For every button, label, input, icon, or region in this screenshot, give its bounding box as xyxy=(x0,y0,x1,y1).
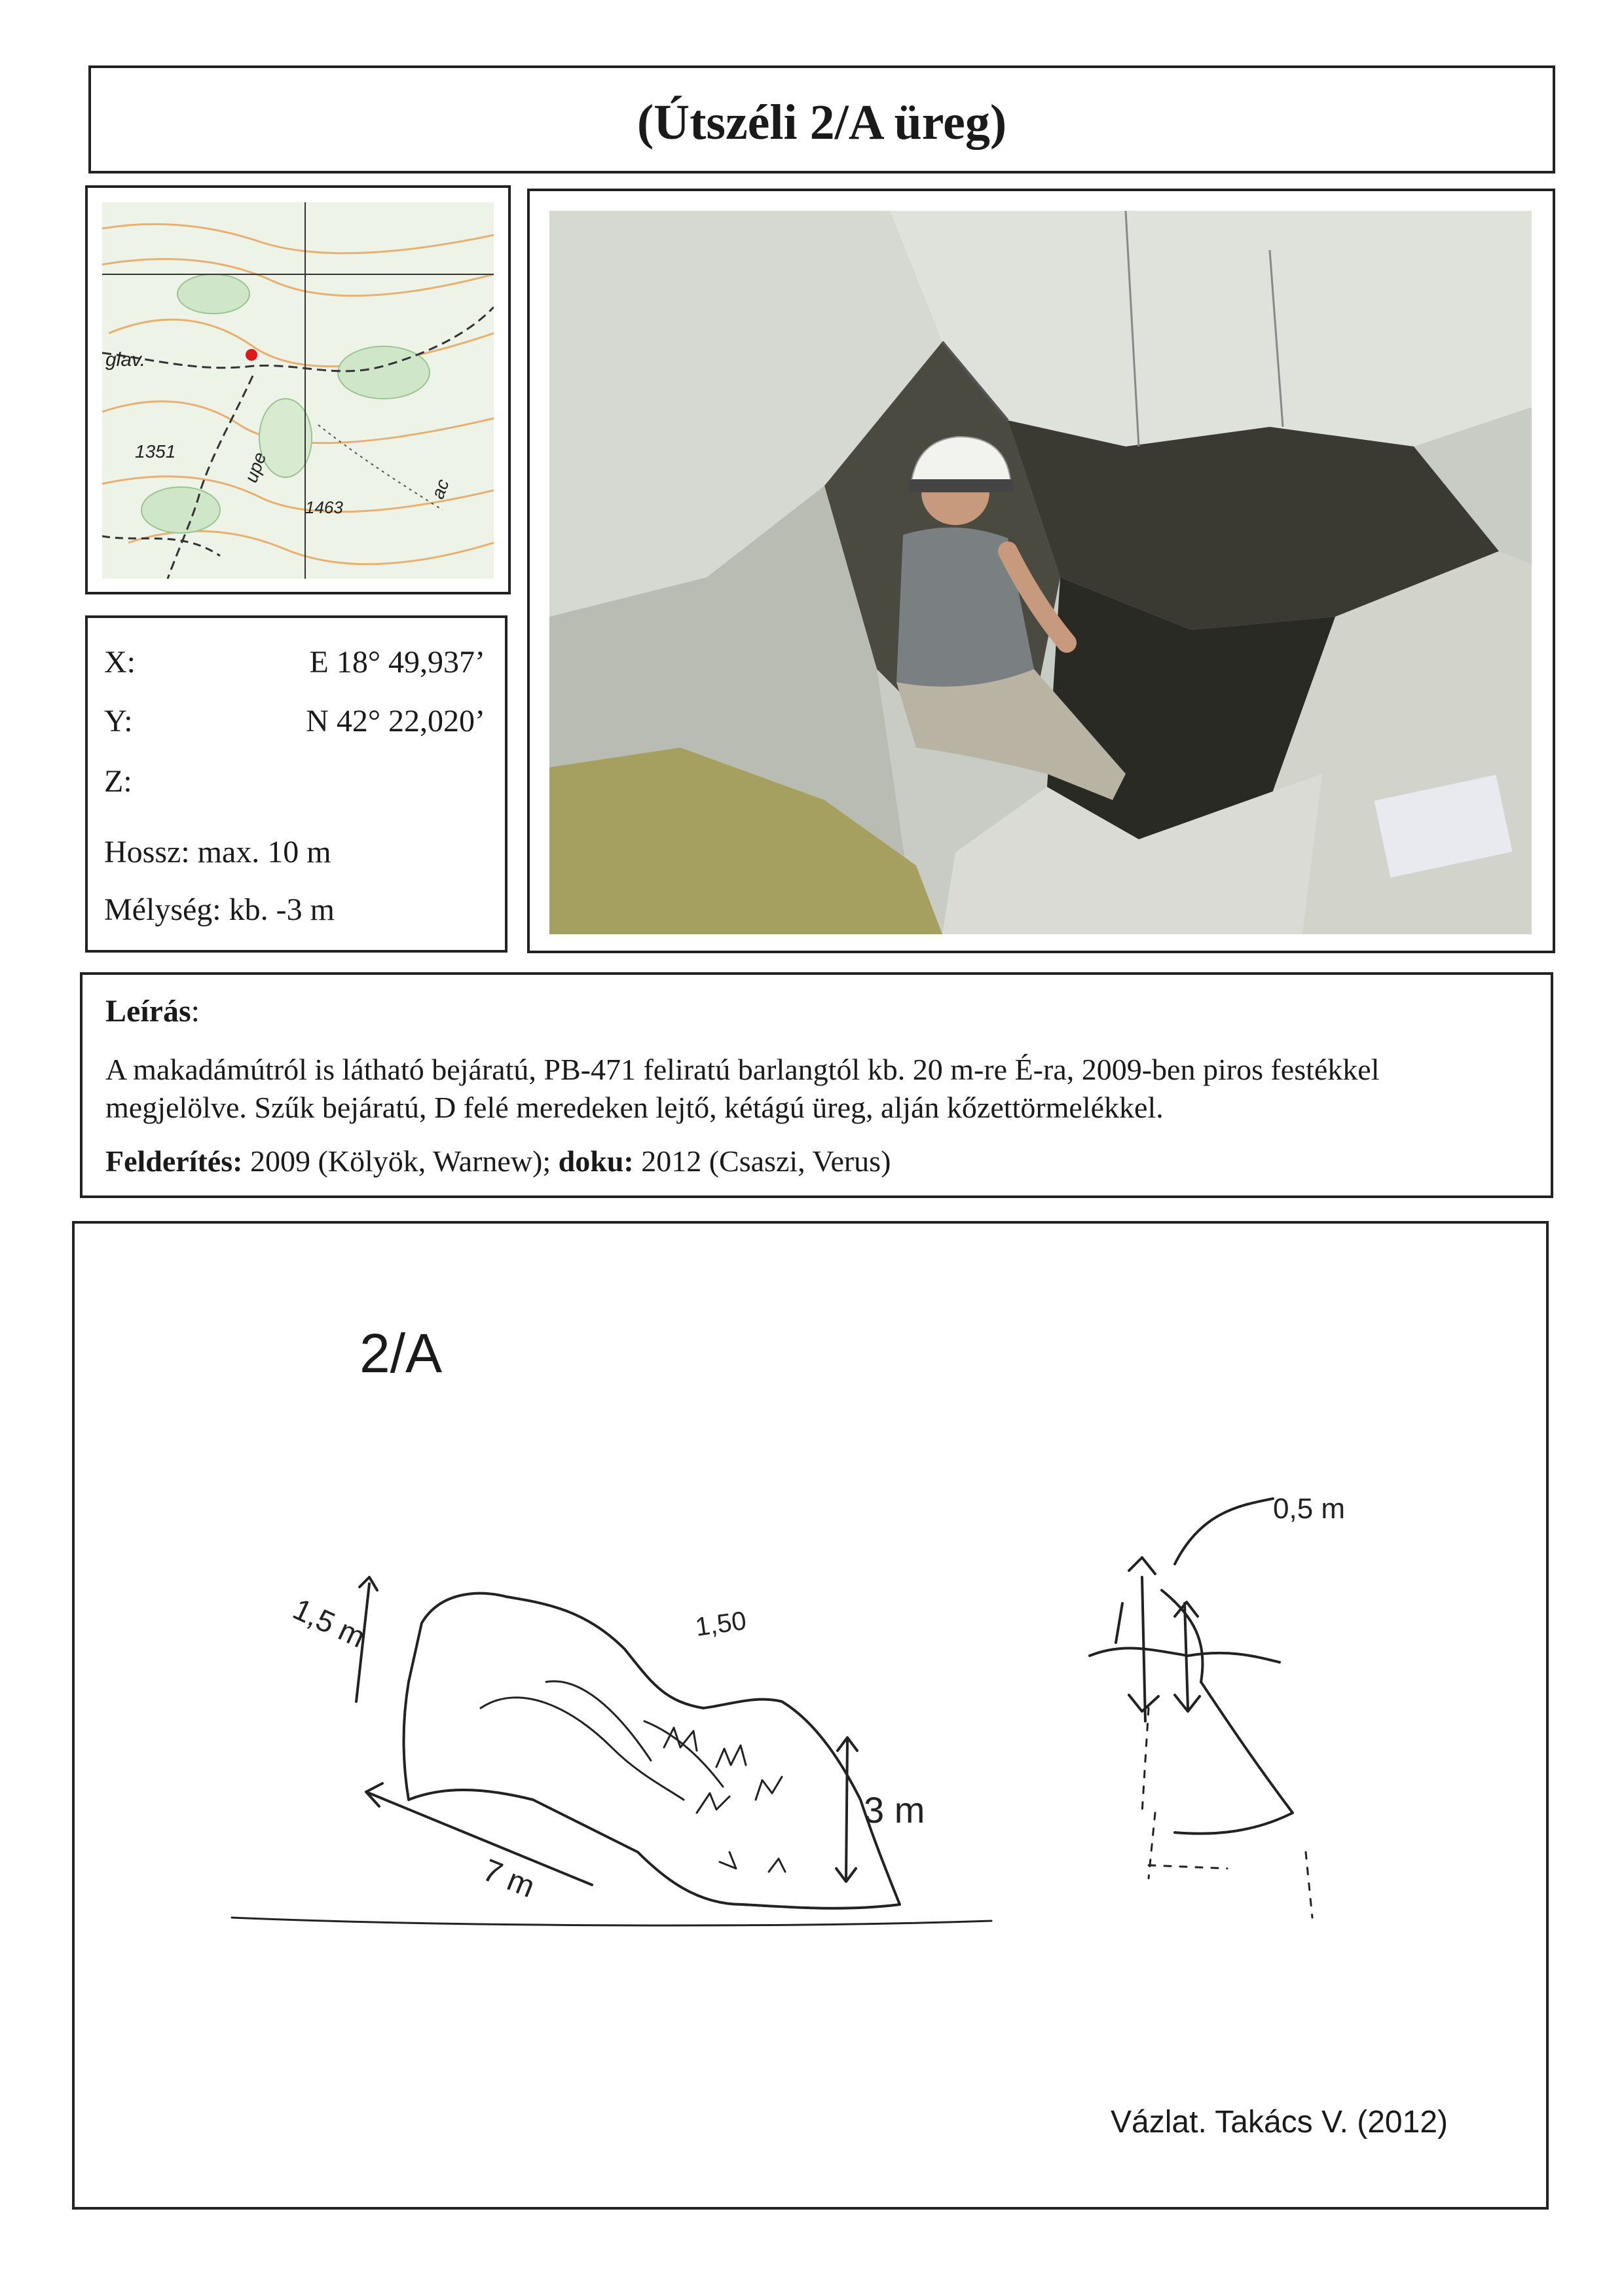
description-line-2: megjelölve. Szűk bejáratú, D felé meredeken lejtő, kétágú üreg, alján kőzettörmelékkel. xyxy=(105,1091,1164,1124)
length-text: Hossz: max. 10 m xyxy=(104,835,331,869)
title-box xyxy=(88,65,1555,173)
sketch-credit: Vázlat. Takács V. (2012) xyxy=(1111,2105,1448,2140)
y-value: N 42° 22,020’ xyxy=(306,704,485,738)
photo-box xyxy=(527,189,1555,953)
description-heading xyxy=(105,993,200,1029)
cave-entrance-photo xyxy=(549,211,1532,934)
doku-value: 2012 (Csaszi, Verus) xyxy=(633,1144,891,1178)
cave-sketch-drawing xyxy=(75,1224,1551,2212)
doku-label: doku: xyxy=(558,1144,634,1178)
z-label: Z: xyxy=(104,764,132,799)
x-value: E 18° 49,937’ xyxy=(309,645,485,680)
y-label: Y: xyxy=(104,704,133,738)
sketch-annotation-3: 3 m xyxy=(864,1789,925,1831)
x-label: X: xyxy=(104,645,136,680)
map-label-upe: upe xyxy=(240,449,270,486)
description-heading-text: Leírás xyxy=(105,994,191,1029)
location-map xyxy=(102,202,494,579)
sketch-annotation-4: 7 m xyxy=(477,1853,540,1905)
page-title: (Útszéli 2/A üreg) xyxy=(637,95,1007,150)
sketch-annotation-2: 1,50 xyxy=(693,1606,748,1642)
sketch-label: 2/A xyxy=(360,1322,443,1384)
sketch-annotation-1: 1,5 m xyxy=(287,1591,371,1654)
depth-text: Mélység: kb. -3 m xyxy=(104,892,335,927)
map-label-1463: 1463 xyxy=(305,498,343,517)
map-graphic xyxy=(102,202,494,579)
credits-line xyxy=(105,1144,891,1178)
cave-location-marker xyxy=(246,349,257,361)
coordinates-box xyxy=(85,615,507,953)
sketch-annotation-5: 0,5 m xyxy=(1273,1493,1346,1525)
map-label-glav: glav. xyxy=(105,349,146,371)
sketch-box xyxy=(72,1221,1549,2210)
description-box xyxy=(80,972,1553,1198)
description-line-1: A makadámútról is látható bejáratú, PB-471 feliratú barlangtól kb. 20 m-re É-ra, 2009-ben piros festékkel xyxy=(105,1053,1380,1086)
description-heading-colon: : xyxy=(191,994,200,1029)
photo-graphic xyxy=(549,211,1532,934)
map-label-ac: ac xyxy=(427,476,453,502)
discovery-value: 2009 (Kölyök, Warnew); xyxy=(242,1144,559,1178)
discovery-label: Felderítés: xyxy=(105,1144,243,1178)
map-box xyxy=(85,185,511,594)
map-label-1351: 1351 xyxy=(135,441,176,462)
